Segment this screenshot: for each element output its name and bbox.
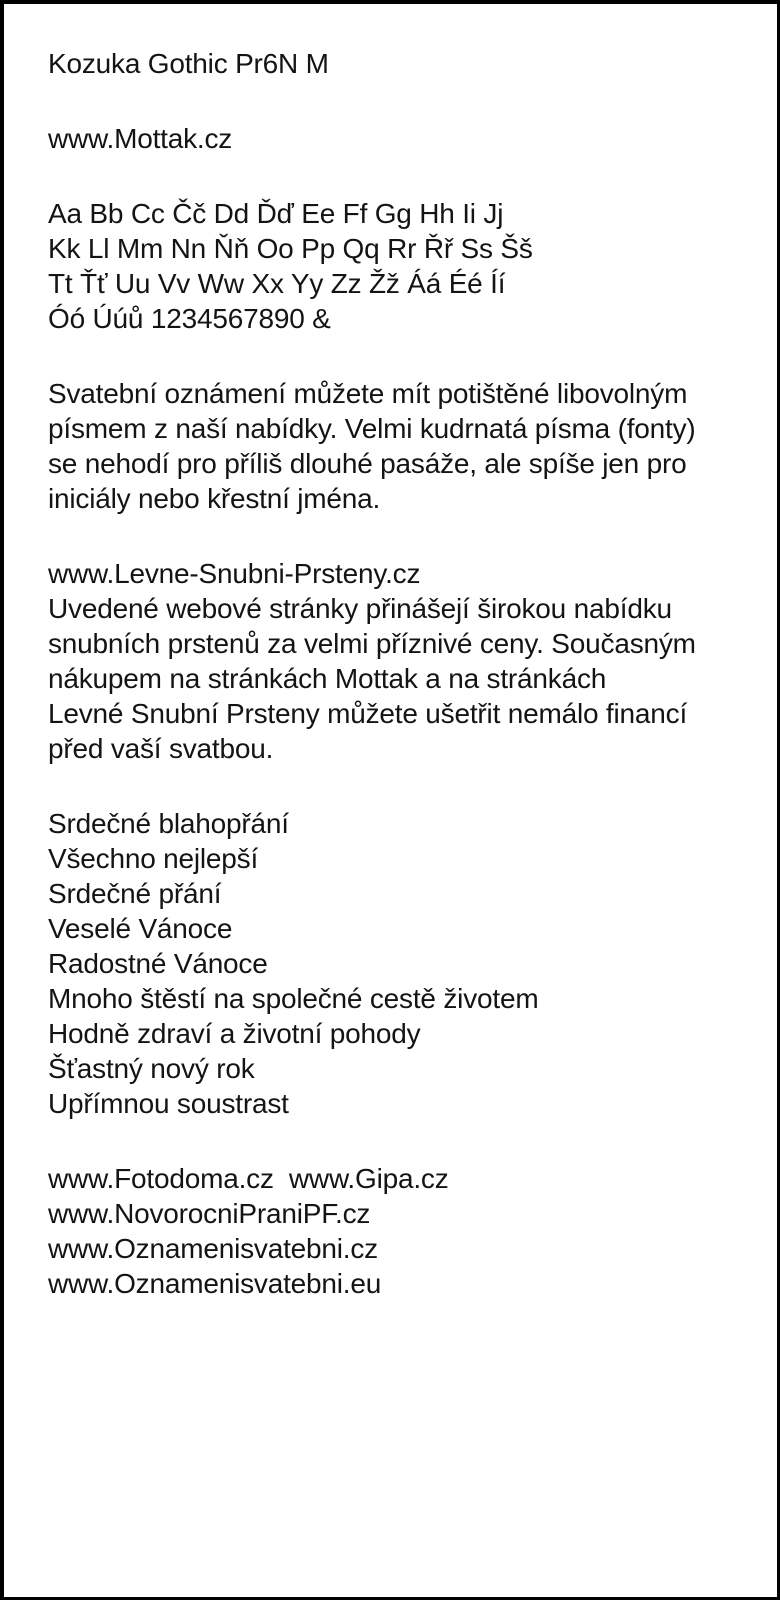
footer-link: www.Oznamenisvatebni.cz — [48, 1233, 378, 1264]
greeting-item: Srdečné blahopřání — [48, 808, 289, 839]
greeting-item: Radostné Vánoce — [48, 948, 268, 979]
greeting-item: Upřímnou soustrast — [48, 1088, 289, 1119]
shop-url: www.Mottak.cz — [48, 123, 233, 154]
description-paragraph — [48, 376, 757, 516]
alphabet-line: Tt Ťť Uu Vv Ww Xx Yy Zz Žž Áá Éé Íí — [48, 268, 506, 299]
partner-paragraph — [48, 556, 757, 766]
greeting-item: Šťastný nový rok — [48, 1053, 255, 1084]
partner-line: nákupem na stránkách Mottak a na stránkách — [48, 663, 607, 694]
description-line: iniciály nebo křestní jména. — [48, 483, 381, 514]
footer-link: www.Fotodoma.cz www.Gipa.cz — [48, 1163, 449, 1194]
description-line: Svatební oznámení můžete mít potištěné libovolným — [48, 378, 688, 409]
greeting-item: Všechno nejlepší — [48, 843, 259, 874]
description-line: se nehodí pro příliš dlouhé pasáže, ale spíše jen pro — [48, 448, 687, 479]
alphabet-line: Kk Ll Mm Nn Ňň Oo Pp Qq Rr Řř Ss Šš — [48, 233, 533, 264]
footer-links — [48, 1161, 757, 1301]
greetings-list — [48, 806, 757, 1121]
alphabet-line: Óó Úúů 1234567890 & — [48, 303, 331, 334]
alphabet-line: Aa Bb Cc Čč Dd Ďď Ee Ff Gg Hh Ii Jj — [48, 198, 504, 229]
partner-line: Uvedené webové stránky přinášejí širokou nabídku — [48, 593, 672, 624]
partner-line: snubních prstenů za velmi příznivé ceny. Současným — [48, 628, 696, 659]
footer-link: www.NovorocniPraniPF.cz — [48, 1198, 371, 1229]
footer-link: www.Oznamenisvatebni.eu — [48, 1268, 382, 1299]
greeting-item: Mnoho štěstí na společné cestě životem — [48, 983, 539, 1014]
shop-url-block — [48, 121, 757, 156]
greeting-item: Srdečné přání — [48, 878, 222, 909]
partner-url: www.Levne-Snubni-Prsteny.cz — [48, 558, 421, 589]
font-name-title: Kozuka Gothic Pr6N M — [48, 48, 329, 79]
font-name-block — [48, 46, 757, 81]
description-line: písmem z naší nabídky. Velmi kudrnatá písma (fonty) — [48, 413, 696, 444]
partner-line: Levné Snubní Prsteny můžete ušetřit nemálo financí — [48, 698, 688, 729]
specimen-content — [4, 4, 777, 1301]
greeting-item: Veselé Vánoce — [48, 913, 233, 944]
partner-line: před vaší svatbou. — [48, 733, 274, 764]
alphabet-sample — [48, 196, 757, 336]
greeting-item: Hodně zdraví a životní pohody — [48, 1018, 421, 1049]
